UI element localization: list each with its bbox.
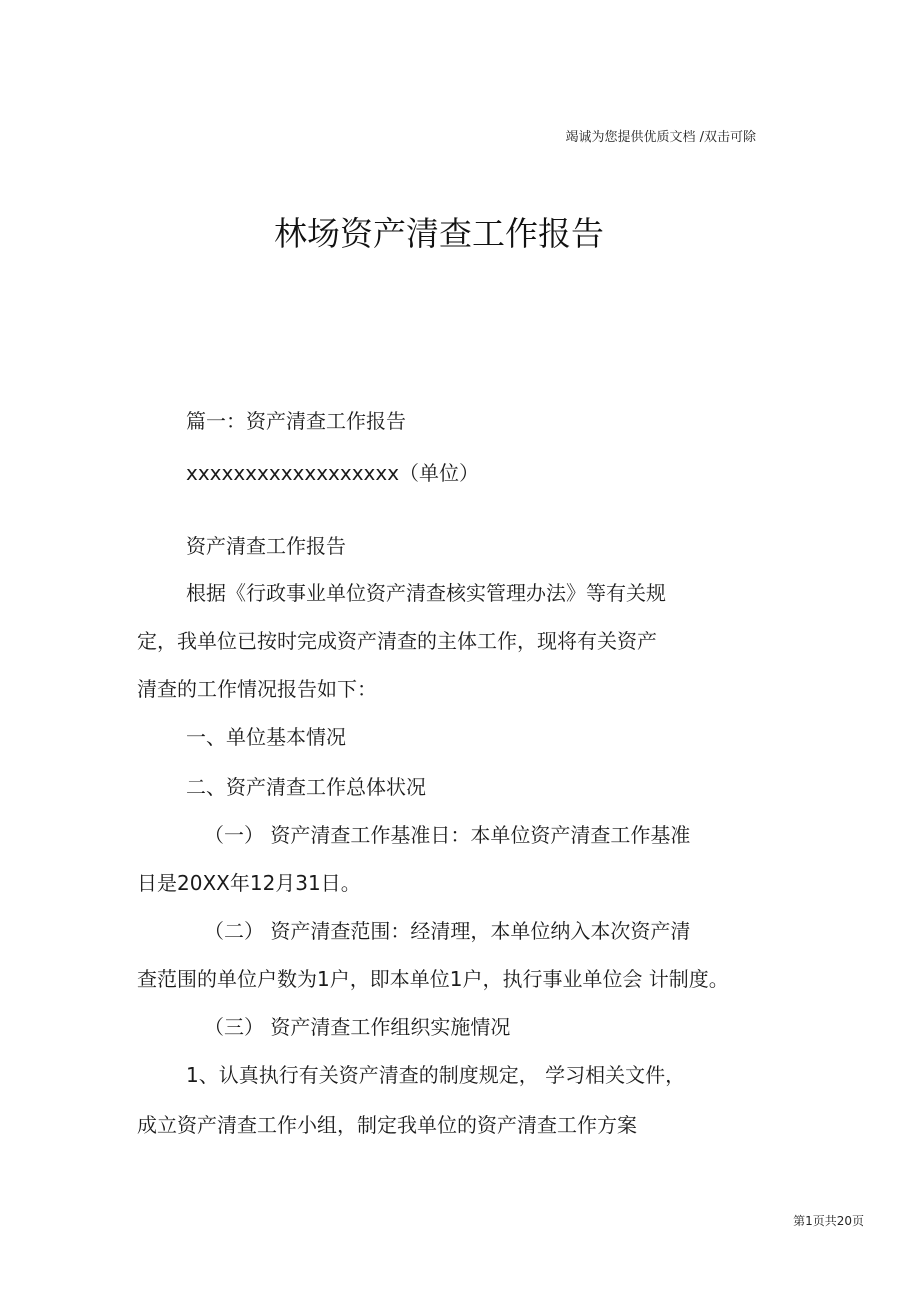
header-note: 竭诚为您提供优质文档 /双击可除	[565, 130, 756, 145]
intro-line-2: 定，我单位已按时完成资产清查的主体工作，现将有关资产	[137, 629, 657, 653]
section-heading: 篇一：资产清查工作报告	[186, 409, 406, 433]
sub-1-line-2: 日是20XX年12月31日。	[137, 871, 361, 895]
sub-2-line-1: （二） 资产清查范围：经清理，本单位纳入本次资产清	[204, 919, 691, 943]
sub-2-line-2: 查范围的单位户数为1户，即本单位1户，执行事业单位会 计制度。	[137, 967, 729, 991]
report-title: 资产清查工作报告	[186, 534, 346, 558]
document-title: 林场资产清查工作报告	[274, 214, 604, 253]
sub-3-line-1: （三） 资产清查工作组织实施情况	[204, 1015, 511, 1039]
unit-line: xxxxxxxxxxxxxxxxxx（单位）	[186, 461, 480, 485]
intro-line-1: 根据《行政事业单位资产清查核实管理办法》等有关规	[186, 581, 666, 605]
intro-line-3: 清查的工作情况报告如下：	[137, 677, 377, 701]
item-1: 一、单位基本情况	[186, 725, 346, 749]
point-1-line-2: 成立资产清查工作小组，制定我单位的资产清查工作方案	[137, 1113, 637, 1137]
item-2: 二、资产清查工作总体状况	[186, 775, 426, 799]
sub-1-line-1: （一） 资产清查工作基准日：本单位资产清查工作基准	[204, 823, 691, 847]
page-number: 第1页共20页	[793, 1214, 864, 1228]
point-1-line-1: 1、认真执行有关资产清查的制度规定， 学习相关文件，	[186, 1063, 686, 1087]
